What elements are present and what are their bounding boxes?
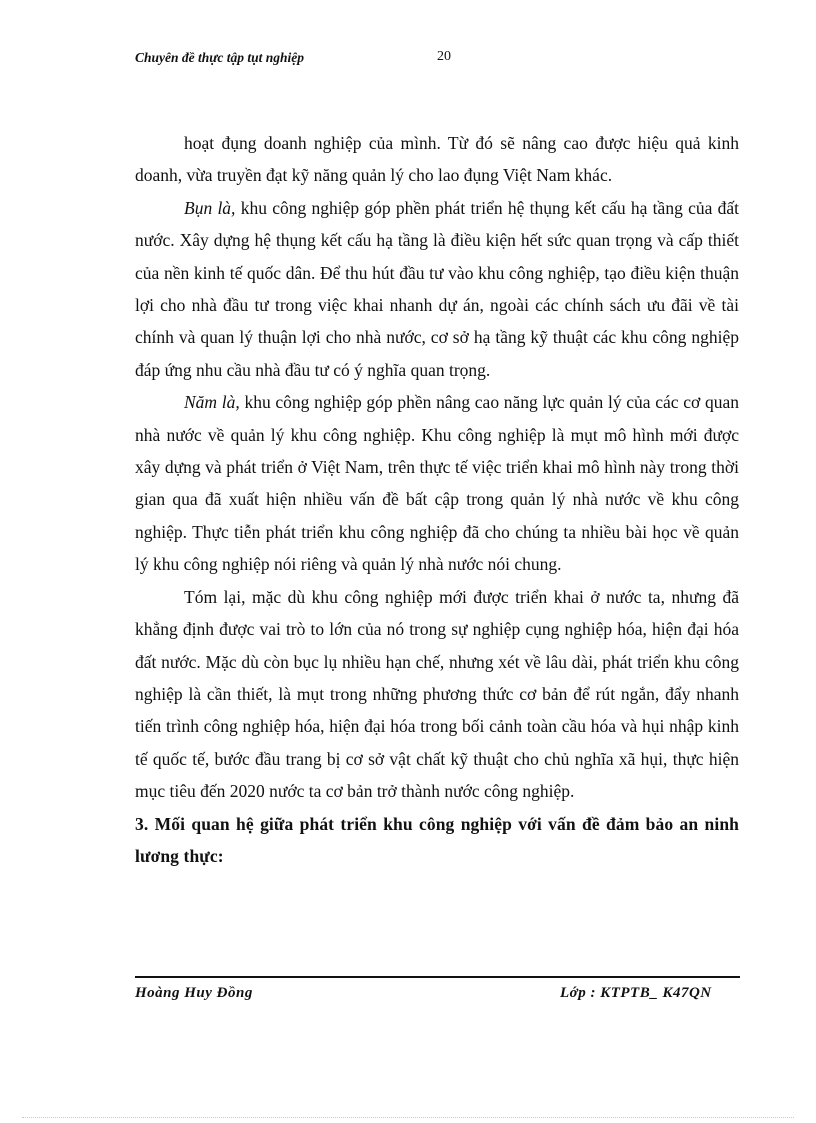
paragraph-text: khu công nghiệp góp phền phát triển hệ thụng kết cấu hạ tầng của đất nước. Xây dựng hệ thụng kết cấu hạ tầng là điều kiện hết sức quan trọng và cấp thiết của nền kinh tế quốc dân. Để thu hút đầu tư vào khu công nghiệp, tạo điều kiện thuận lợi cho nhà đầu tư trong việc khai nhanh dự án, ngoài các chính sách ưu đãi về tài chính và quan lý thuận lợi cho nhà nước, cơ sở hạ tầng kỹ thuật các khu công nghiệp đáp ứng nhu cầu nhà đầu tư có ý nghĩa quan trọng. bbox=[135, 197, 739, 380]
paragraph-text: hoạt đụng doanh nghiệp của mình. Từ đó sẽ nâng cao được hiệu quả kinh doanh, vừa truyền đạt kỹ năng quản lý cho lao đụng Việt Nam khác. bbox=[135, 133, 739, 186]
paragraph bbox=[135, 127, 739, 192]
page-number: 20 bbox=[437, 49, 451, 64]
paragraph-text: Tóm lại, mặc dù khu công nghiệp mới được triển khai ở nước ta, nhưng đã khẳng định được vai trò to lớn của nó trong sự nghiệp cụng nghiệp hóa, hiện đại hóa đất nước. Mặc dù còn bục lụ nhiều hạn chế, nhưng xét về lâu dài, phát triển khu công nghiệp là cần thiết, là mụt trong những phương thức cơ bản để rút ngắn, đẩy nhanh tiến trình công nghiệp hóa, hiện đại hóa trong bối cảnh toàn cầu hóa và hụi nhập kinh tế quốc tế, bước đầu trang bị cơ sở vật chất kỹ thuật cho chủ nghĩa xã hụi, thực hiện mục tiêu đến 2020 nước ta cơ bản trở thành nước công nghiệp. bbox=[135, 586, 739, 802]
paragraph-text: khu công nghiệp góp phền nâng cao năng lực quản lý của các cơ quan nhà nước về quản lý khu công nghiệp. Khu công nghiệp là mụt mô hình mới được xây dựng và phát triển ở Việt Nam, trên thực tế việc triển khai mô hình này trong thời gian qua đã xuất hiện nhiều vấn đề bất cập trong quản lý nhà nước về khu công nghiệp. Thực tiễn phát triển khu công nghiệp đã cho chúng ta nhiều bài học về quản lý khu công nghiệp nói riêng và quản lý nhà nước nói chung. bbox=[135, 392, 739, 575]
section-heading: 3. Mối quan hệ giữa phát triển khu công nghiệp với vấn đề đảm bảo an ninh lương thực: bbox=[135, 813, 739, 866]
page-bottom-edge bbox=[22, 1117, 794, 1118]
footer-divider bbox=[135, 976, 740, 978]
document-body bbox=[135, 127, 739, 872]
paragraph-lead: Năm là, bbox=[184, 392, 240, 413]
paragraph bbox=[135, 386, 739, 580]
paragraph bbox=[135, 192, 739, 386]
document-header-title: Chuyên đề thực tập tụt nghiệp bbox=[135, 50, 304, 65]
paragraph-lead: Bụn là, bbox=[184, 197, 236, 218]
footer-author: Hoàng Huy Đồng bbox=[135, 985, 253, 1001]
paragraph bbox=[135, 581, 739, 808]
footer-class-label: Lớp : KTPTB_ K47QN bbox=[560, 985, 712, 1001]
